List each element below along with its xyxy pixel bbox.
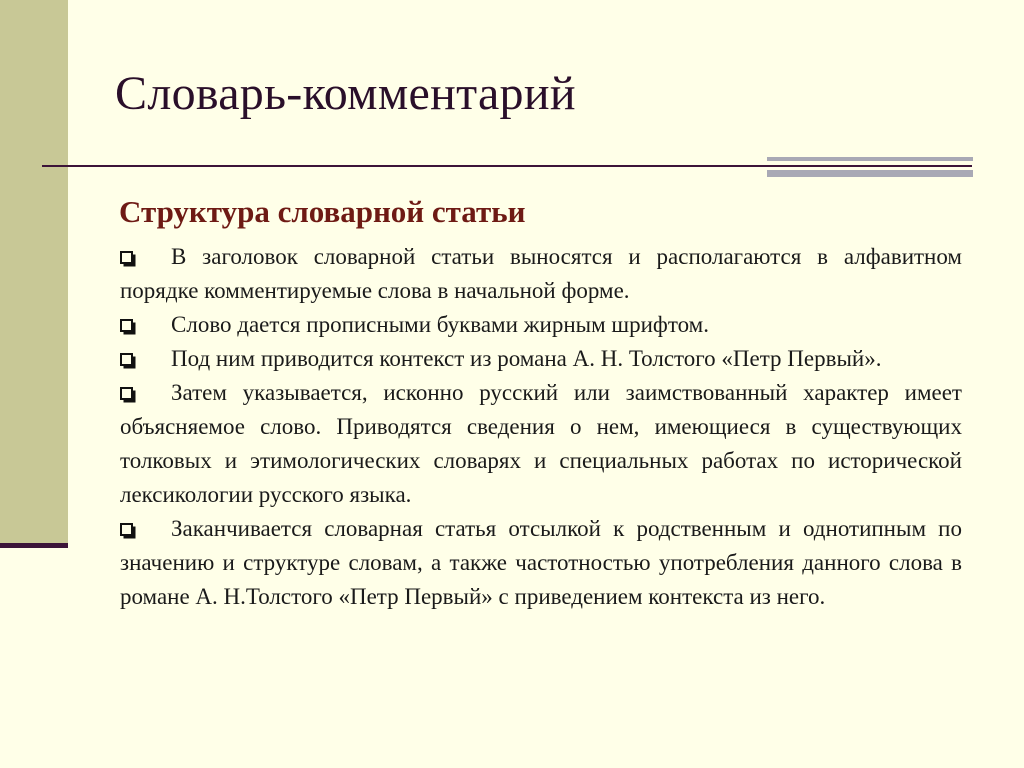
list-item-text: Заканчивается словарная статья отсылкой к родственным и однотипным по значению и структуре словам, а также частотностью употребления данного слова в романе А. Н.Толстого «Петр Первый» с приведением контекста из него.: [120, 516, 962, 609]
title-divider-gray-bars: [767, 157, 973, 179]
square-bullet-icon: [120, 319, 133, 332]
list-item-text: Под ним приводится контекст из романа А. Н. Толстого «Петр Первый».: [171, 346, 882, 371]
list-item-text: Слово дается прописными буквами жирным шрифтом.: [171, 312, 709, 337]
list-item: [120, 342, 962, 376]
slide-subtitle: Структура словарной статьи: [119, 194, 526, 229]
list-item-text: Затем указывается, исконно русский или заимствованный характер имеет объясняемое слово. Приводятся сведения о нем, имеющиеся в существующих толковых и этимологических словарях и специальных работах по исторической лексикологии русского языка.: [120, 380, 962, 507]
list-item: [120, 308, 962, 342]
bullet-list: [120, 240, 962, 614]
left-decorative-band: [0, 0, 68, 546]
list-item: [120, 512, 962, 614]
slide-title: Словарь-комментарий: [115, 67, 576, 120]
list-item: [120, 376, 962, 512]
list-item-text: В заголовок словарной статьи выносятся и располагаются в алфавитном порядке комментируемые слова в начальной форме.: [120, 244, 962, 303]
square-bullet-icon: [120, 251, 133, 264]
square-bullet-icon: [120, 523, 133, 536]
list-item: [120, 240, 962, 308]
square-bullet-icon: [120, 353, 133, 366]
square-bullet-icon: [120, 387, 133, 400]
left-band-accent-line: [0, 543, 68, 548]
